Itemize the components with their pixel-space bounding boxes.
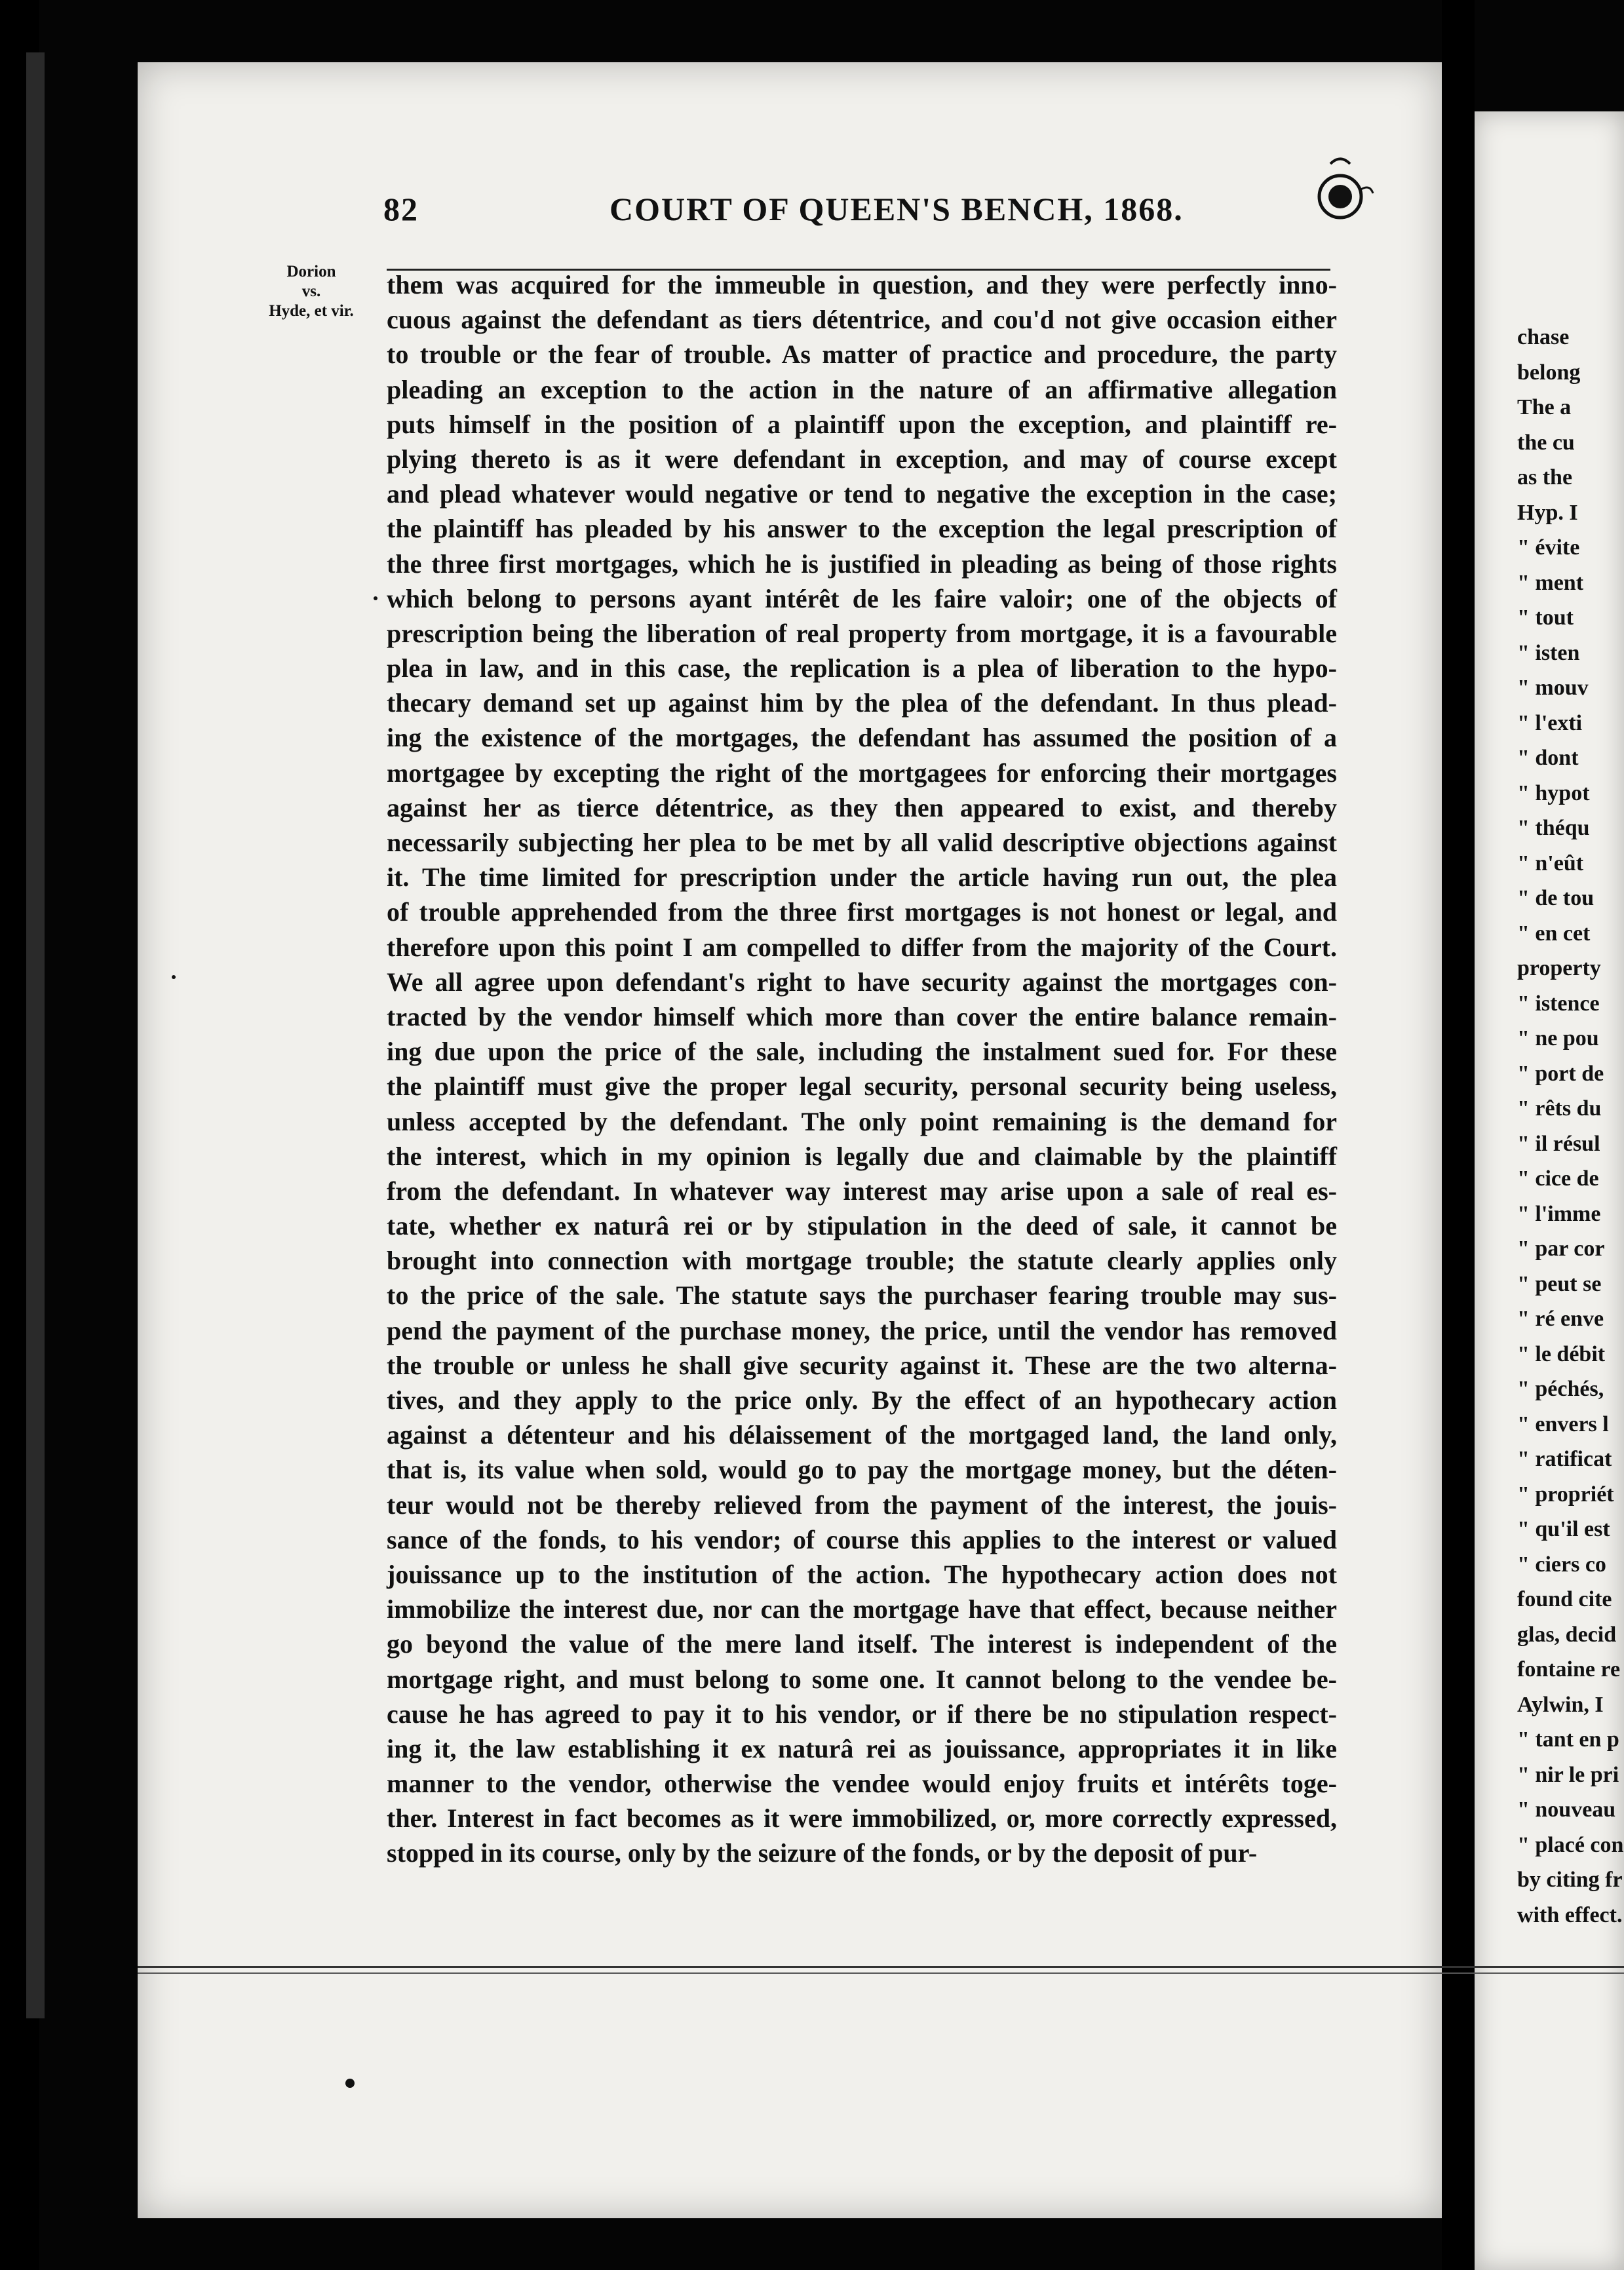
text-line: go beyond the value of the mere land itself. The interest is independent of the [387, 1629, 1337, 1659]
text-line: tives, and they apply to the price only. By the effect of an hypothecary action [387, 1385, 1337, 1415]
facing-text-line: " en cet [1517, 921, 1591, 946]
text-line: therefore upon this point I am compelled to differ from the majority of the Court. [387, 932, 1337, 962]
text-line: against a détenteur and his délaissement of the mortgaged land, the land only, [387, 1420, 1337, 1450]
facing-text-line: " placé con [1517, 1832, 1624, 1857]
facing-text-line: " isten [1517, 640, 1580, 665]
text-line: ther. Interest in fact becomes as it were immobilized, or, more correctly expressed, [387, 1803, 1337, 1834]
facing-text-line: property [1517, 956, 1601, 980]
text-line: from the defendant. In whatever way interest may arise upon a sale of real es- [387, 1176, 1337, 1206]
facing-text-line: " ratificat [1517, 1447, 1612, 1471]
facing-text-line: Aylwin, I [1517, 1692, 1604, 1717]
facing-text-line: found cite [1517, 1587, 1612, 1611]
text-line: to the price of the sale. The statute says the purchaser fearing trouble may sus- [387, 1280, 1337, 1311]
text-line: jouissance up to the institution of the action. The hypothecary action does not [387, 1559, 1337, 1589]
side-note-line: Dorion [286, 263, 336, 280]
text-line: manner to the vendor, otherwise the vendee would enjoy fruits et intérêts toge- [387, 1769, 1337, 1799]
facing-text-line: " peut se [1517, 1271, 1602, 1296]
stamp-ornament-icon [1304, 151, 1376, 229]
text-line: ing it, the law establishing it ex naturâ rei as jouissance, appropriates it in like [387, 1733, 1337, 1763]
text-line: prescription being the liberation of real property from mortgage, it is a favourable [387, 618, 1337, 648]
text-line: mortgagee by excepting the right of the mortgagees for enforcing their mortgages [387, 758, 1337, 788]
facing-text-line: " ré enve [1517, 1307, 1604, 1331]
footer-rule [138, 1966, 1624, 1968]
running-head: COURT OF QUEEN'S BENCH, 1868. [609, 191, 1184, 227]
left-scan-border [0, 0, 39, 2270]
footer-rule-secondary [138, 1972, 1624, 1974]
ink-speck [374, 596, 377, 600]
facing-text-line: " de tou [1517, 886, 1595, 910]
facing-text-line: " rêts du [1517, 1096, 1602, 1121]
side-note-line: Hyde, et vir. [269, 302, 354, 320]
facing-text-line: " istence [1517, 991, 1600, 1016]
facing-text-line: " nouveau [1517, 1798, 1616, 1822]
facing-text-line: chase [1517, 325, 1570, 349]
facing-text-line: " qu'il est [1517, 1517, 1610, 1541]
text-line: of trouble apprehended from the three first mortgages is not honest or legal, and [387, 897, 1337, 927]
facing-text-line: as the [1517, 465, 1573, 490]
facing-text-line: with effect. [1517, 1902, 1623, 1927]
body-text [387, 267, 1337, 1871]
facing-text-line: " mouv [1517, 676, 1589, 700]
text-line: immobilize the interest due, nor can the mortgage have that effect, because neither [387, 1594, 1337, 1625]
text-line: them was acquired for the immeuble in question, and they were perfectly inno- [387, 270, 1337, 299]
ink-speck [172, 975, 176, 979]
text-line: the trouble or unless he shall give security against it. These are the two alterna- [387, 1350, 1337, 1380]
text-line: sance of the fonds, to his vendor; of course this applies to the interest or valued [387, 1524, 1337, 1554]
left-page-edge [26, 52, 45, 2018]
text-line: tracted by the vendor himself which more than cover the entire balance remain- [387, 1001, 1337, 1031]
facing-text-line: " n'eût [1517, 851, 1584, 875]
text-line: unless accepted by the defendant. The only point remaining is the demand for [387, 1106, 1337, 1136]
facing-page-text [1517, 320, 1624, 1933]
text-line: stopped in its course, only by the seizure of the fonds, or by the deposit of pur- [387, 1838, 1258, 1868]
text-line: pleading an exception to the action in the nature of an affirmative allegation [387, 374, 1337, 404]
text-line: cuous against the defendant as tiers détentrice, and cou'd not give occasion either [387, 305, 1337, 335]
text-line: the plaintiff must give the proper legal security, personal security being useless, [387, 1071, 1337, 1102]
text-line: plying thereto is as it were defendant in exception, and may of course except [387, 444, 1337, 474]
facing-text-line: " nir le pri [1517, 1762, 1619, 1787]
text-line: the plaintiff has pleaded by his answer to the exception the legal prescription of [387, 514, 1337, 544]
facing-text-line: by citing fr [1517, 1868, 1623, 1892]
facing-text-line: " cice de [1517, 1166, 1599, 1191]
facing-text-line: " il résul [1517, 1131, 1600, 1156]
facing-text-line: " tout [1517, 606, 1574, 630]
ink-speck [345, 2079, 355, 2088]
text-line: which belong to persons ayant intérêt de les faire valoir; one of the objects of [387, 583, 1337, 613]
page-gutter [1442, 0, 1475, 2270]
facing-text-line: " hypot [1517, 780, 1590, 805]
page-number: 82 [383, 191, 419, 227]
text-line: to trouble or the fear of trouble. As matter of practice and procedure, the party [387, 339, 1337, 370]
facing-text-line: " dont [1517, 746, 1579, 770]
text-line: tate, whether ex naturâ rei or by stipulation in the deed of sale, it cannot be [387, 1211, 1337, 1241]
facing-text-line: " envers l [1517, 1412, 1609, 1436]
case-side-note [246, 262, 377, 321]
text-line: plea in law, and in this case, the replication is a plea of liberation to the hypo- [387, 653, 1337, 683]
text-line: thecary demand set up against him by the plea of the defendant. In thus plead- [387, 688, 1337, 718]
text-line: the three first mortgages, which he is justified in pleading as being of those rights [387, 548, 1337, 579]
facing-text-line: " propriét [1517, 1482, 1614, 1507]
facing-text-line: " l'imme [1517, 1201, 1601, 1226]
text-line: teur would not be thereby relieved from the payment of the interest, the jouis- [387, 1490, 1337, 1520]
facing-text-line: the cu [1517, 430, 1575, 455]
facing-text-line: " ciers co [1517, 1552, 1606, 1577]
facing-text-line: " le débit [1517, 1341, 1606, 1366]
facing-text-line: " port de [1517, 1061, 1604, 1086]
text-line: brought into connection with mortgage trouble; the statute clearly applies only [387, 1246, 1337, 1276]
text-line: ing the existence of the mortgages, the defendant has assumed the position of a [387, 723, 1337, 753]
facing-text-line: fontaine re [1517, 1657, 1621, 1682]
facing-text-line: The a [1517, 395, 1572, 419]
text-line: mortgage right, and must belong to some one. It cannot belong to the vendee be- [387, 1664, 1337, 1694]
text-line: the interest, which in my opinion is legally due and claimable by the plaintiff [387, 1141, 1337, 1171]
text-line: necessarily subjecting her plea to be met by all valid descriptive objections against [387, 828, 1337, 857]
text-line: pend the payment of the purchase money, the price, until the vendor has removed [387, 1315, 1337, 1345]
facing-text-line: " péchés, [1517, 1377, 1604, 1401]
text-line: We all agree upon defendant's right to have security against the mortgages con- [387, 967, 1337, 997]
side-note-line: vs. [301, 282, 321, 300]
text-line: and plead whatever would negative or tend to negative the exception in the case; [387, 479, 1337, 509]
text-line: it. The time limited for prescription under the article having run out, the plea [387, 862, 1337, 893]
text-line: that is, its value when sold, would go to pay the mortgage money, but the déten- [387, 1455, 1337, 1485]
page-header [249, 190, 1330, 236]
facing-text-line: " théqu [1517, 816, 1590, 840]
facing-text-line: Hyp. I [1517, 500, 1578, 525]
text-line: against her as tierce détentrice, as they then appeared to exist, and thereby [387, 792, 1337, 822]
facing-text-line: belong [1517, 360, 1581, 385]
facing-text-line: " l'exti [1517, 710, 1583, 735]
facing-text-line: " évite [1517, 535, 1580, 560]
facing-text-line: " ment [1517, 570, 1584, 595]
text-line: puts himself in the position of a plaintiff upon the exception, and plaintiff re- [387, 409, 1337, 439]
facing-text-line: " par cor [1517, 1237, 1605, 1261]
text-line: cause he has agreed to pay it to his vendor, or if there be no stipulation respect- [387, 1699, 1337, 1729]
text-line: ing due upon the price of the sale, including the instalment sued for. For these [387, 1037, 1337, 1067]
facing-text-line: " tant en p [1517, 1727, 1619, 1752]
facing-text-line: glas, decid [1517, 1622, 1617, 1647]
facing-text-line: " ne pou [1517, 1026, 1599, 1050]
